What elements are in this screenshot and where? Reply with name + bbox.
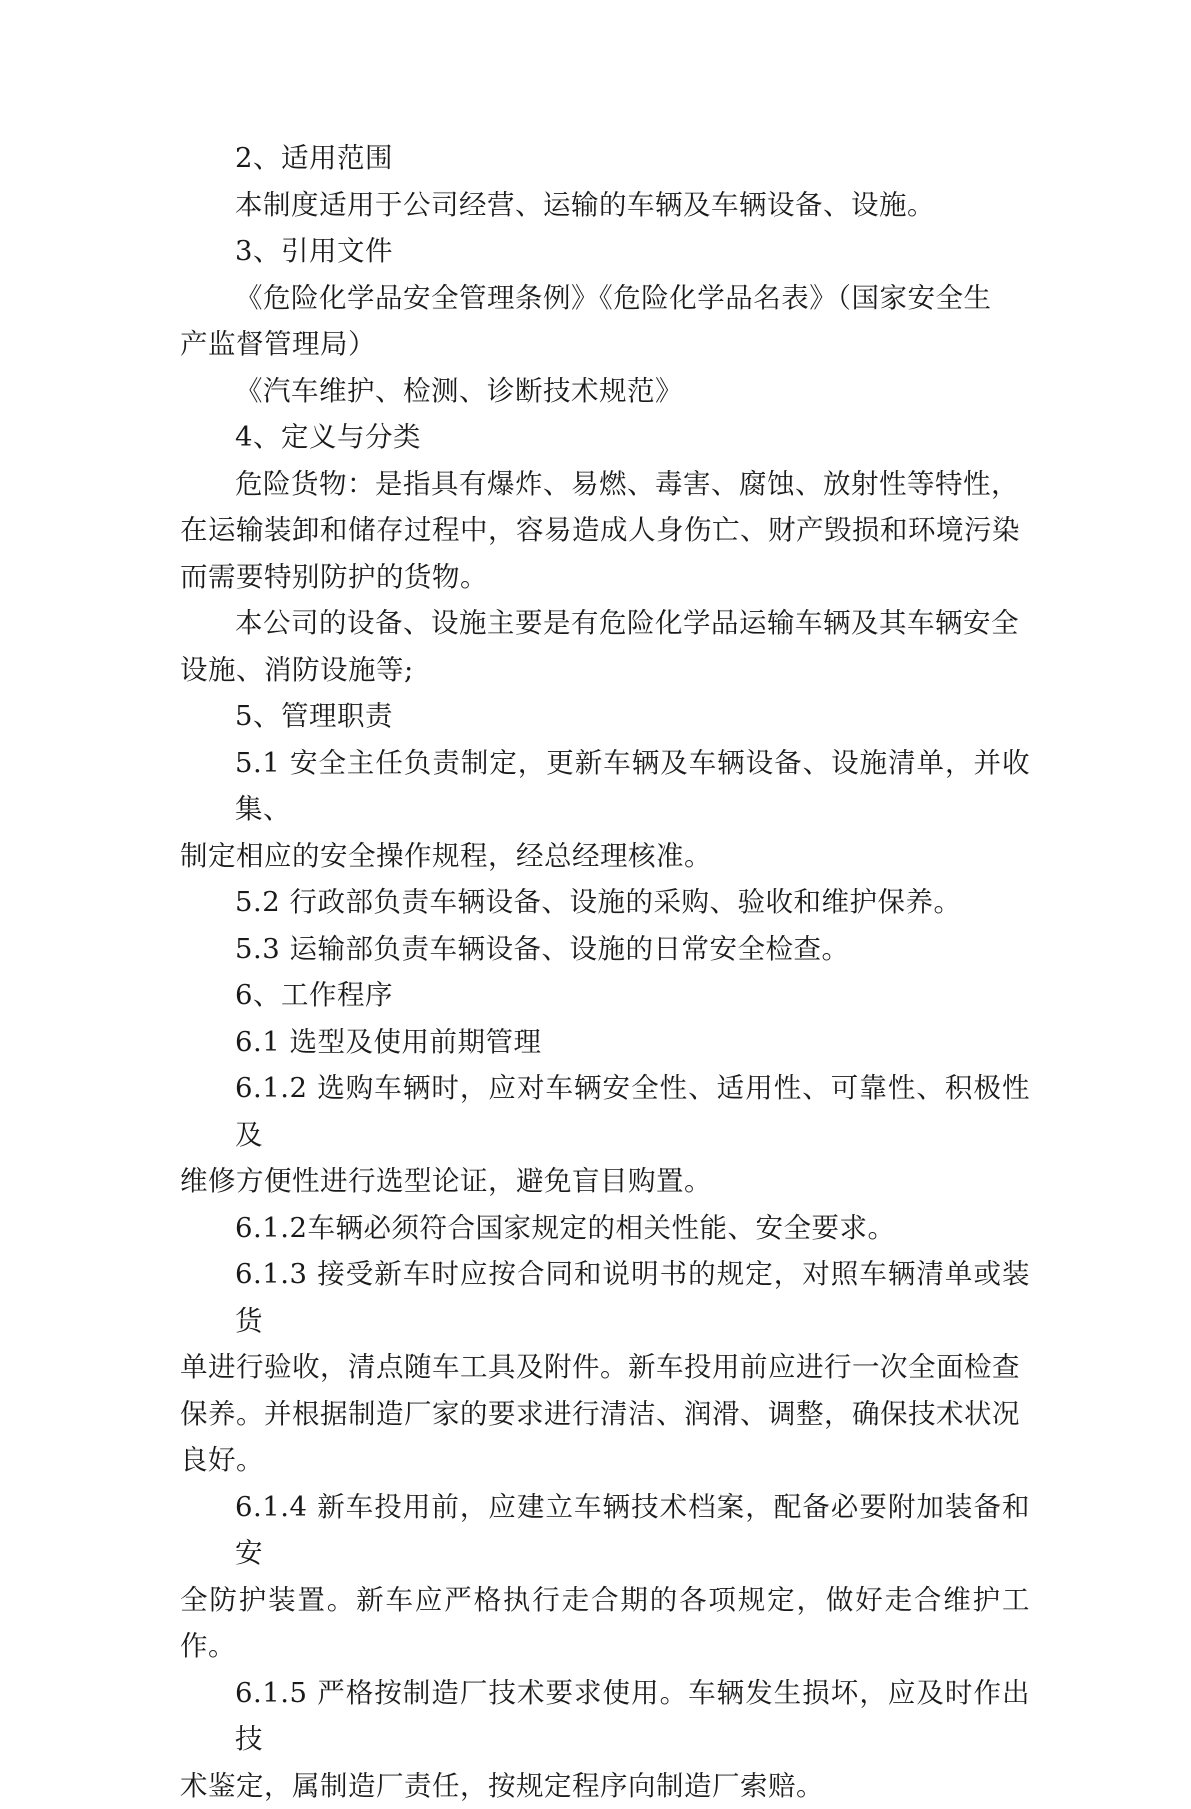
- paragraph-6-1-4: [180, 1484, 1030, 1670]
- text-line: 6.1.4 新车投用前，应建立车辆技术档案，配备必要附加装备和安: [180, 1484, 1030, 1577]
- text-line: 6.1 选型及使用前期管理: [180, 1019, 1030, 1066]
- text-line: 危险货物：是指具有爆炸、易燃、毒害、腐蚀、放射性等特性，: [180, 461, 1030, 508]
- document-body: [180, 135, 1030, 1809]
- text-line: 本制度适用于公司经营、运输的车辆及车辆设备、设施。: [180, 182, 1030, 229]
- paragraph-6-1-2-b: [180, 1205, 1030, 1252]
- paragraph-scope: [180, 182, 1030, 229]
- paragraph-dangerous-goods: [180, 461, 1030, 601]
- paragraph-company-equipment: [180, 600, 1030, 693]
- paragraph-5-2: [180, 879, 1030, 926]
- section-heading-definitions: [180, 414, 1030, 461]
- text-line: 6.1.5 严格按制造厂技术要求使用。车辆发生损坏，应及时作出技: [180, 1670, 1030, 1763]
- text-line: 设施、消防设施等;: [180, 647, 1030, 694]
- paragraph-references-2: [180, 368, 1030, 415]
- section-heading-procedures: [180, 972, 1030, 1019]
- paragraph-6-1: [180, 1019, 1030, 1066]
- text-line: 而需要特别防护的货物。: [180, 554, 1030, 601]
- text-line: 《危险化学品安全管理条例》《危险化学品名表》（国家安全生: [180, 275, 1030, 322]
- text-line: 3、引用文件: [180, 228, 1030, 275]
- text-line: 6、工作程序: [180, 972, 1030, 1019]
- text-line: 单进行验收，清点随车工具及附件。新车投用前应进行一次全面检查: [180, 1344, 1030, 1391]
- section-heading-references: [180, 228, 1030, 275]
- text-line: 本公司的设备、设施主要是有危险化学品运输车辆及其车辆安全: [180, 600, 1030, 647]
- paragraph-6-1-5: [180, 1670, 1030, 1809]
- paragraph-5-1: [180, 740, 1030, 880]
- text-line: 6.1.2 选购车辆时，应对车辆安全性、适用性、可靠性、积极性及: [180, 1065, 1030, 1158]
- text-line: 维修方便性进行选型论证，避免盲目购置。: [180, 1158, 1030, 1205]
- paragraph-6-1-2-a: [180, 1065, 1030, 1205]
- text-line: 制定相应的安全操作规程，经总经理核准。: [180, 833, 1030, 880]
- text-line: 全防护装置。新车应严格执行走合期的各项规定，做好走合维护工作。: [180, 1577, 1030, 1670]
- text-line: 保养。并根据制造厂家的要求进行清洁、润滑、调整，确保技术状况: [180, 1391, 1030, 1438]
- text-line: 6.1.3 接受新车时应按合同和说明书的规定，对照车辆清单或装货: [180, 1251, 1030, 1344]
- section-heading-scope: [180, 135, 1030, 182]
- text-line: 4、定义与分类: [180, 414, 1030, 461]
- text-line: 6.1.2车辆必须符合国家规定的相关性能、安全要求。: [180, 1205, 1030, 1252]
- paragraph-references: [180, 275, 1030, 368]
- text-line: 《汽车维护、检测、诊断技术规范》: [180, 368, 1030, 415]
- section-heading-responsibilities: [180, 693, 1030, 740]
- text-line: 产监督管理局）: [180, 321, 1030, 368]
- text-line: 在运输装卸和储存过程中，容易造成人身伤亡、财产毁损和环境污染: [180, 507, 1030, 554]
- text-line: 5.2 行政部负责车辆设备、设施的采购、验收和维护保养。: [180, 879, 1030, 926]
- text-line: 5.1 安全主任负责制定，更新车辆及车辆设备、设施清单，并收集、: [180, 740, 1030, 833]
- paragraph-5-3: [180, 926, 1030, 973]
- text-line: 2、适用范围: [180, 135, 1030, 182]
- text-line: 良好。: [180, 1437, 1030, 1484]
- text-line: 术鉴定，属制造厂责任，按规定程序向制造厂索赔。: [180, 1763, 1030, 1809]
- paragraph-6-1-3: [180, 1251, 1030, 1484]
- text-line: 5、管理职责: [180, 693, 1030, 740]
- text-line: 5.3 运输部负责车辆设备、设施的日常安全检查。: [180, 926, 1030, 973]
